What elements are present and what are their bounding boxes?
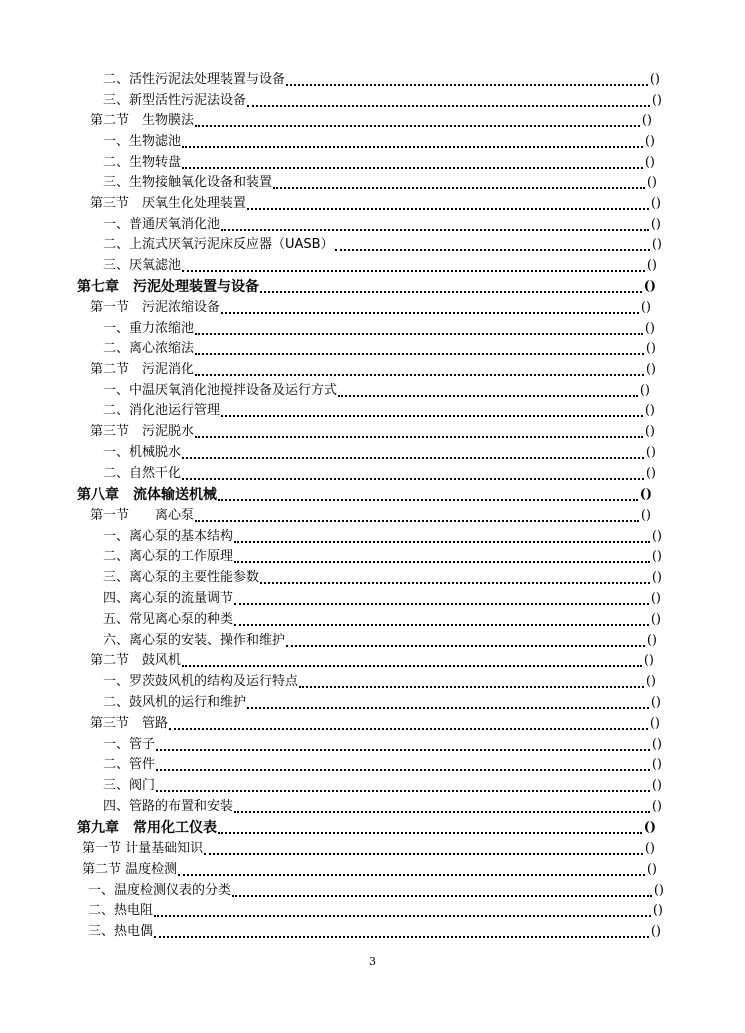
dot-leader xyxy=(195,360,644,376)
toc-entry-title: 一、中温厌氧消化池搅拌设备及运行方式 xyxy=(103,383,338,398)
dot-leader xyxy=(195,111,640,127)
toc-item-entry xyxy=(103,755,662,775)
toc-section-entry xyxy=(90,506,651,526)
dot-leader xyxy=(182,443,644,459)
toc-item-entry xyxy=(103,776,662,796)
toc-entry-title: 第一节 计量基础知识 xyxy=(82,841,204,856)
toc-item-entry xyxy=(103,256,657,276)
toc-item-entry xyxy=(103,693,661,713)
toc-item-entry xyxy=(103,631,657,651)
dot-leader xyxy=(234,797,650,813)
toc-page-ref: () xyxy=(651,237,662,252)
toc-item-entry xyxy=(103,672,656,692)
toc-entry-title: 一、普通厌氧消化池 xyxy=(103,217,221,232)
toc-entry-title: 第一节 离心泵 xyxy=(90,508,195,523)
toc-entry-title: 二、自然干化 xyxy=(103,466,182,481)
dot-leader xyxy=(204,839,643,855)
toc-entry-title: 二、活性污泥法处理装置与设备 xyxy=(103,72,286,87)
toc-item-entry xyxy=(103,70,660,90)
dot-leader xyxy=(234,547,650,563)
toc-item-entry xyxy=(103,610,661,630)
toc-page-ref: () xyxy=(643,820,656,835)
dot-leader xyxy=(195,339,644,355)
toc-entry-title: 第二节 鼓风机 xyxy=(90,653,182,668)
toc-entry-title: 三、生物接触氧化设备和装置 xyxy=(103,175,273,190)
page-number: 3 xyxy=(369,955,376,968)
toc-chapter-entry xyxy=(77,485,652,505)
toc-page-ref: () xyxy=(651,570,662,585)
dot-leader xyxy=(234,610,649,626)
toc-item-entry xyxy=(88,922,661,942)
dot-leader xyxy=(195,506,639,522)
toc-page-ref: () xyxy=(650,924,661,939)
toc-entry-title: 第七章 污泥处理装置与设备 xyxy=(77,279,259,295)
toc-page-ref: () xyxy=(643,653,654,668)
toc-page-ref: () xyxy=(651,549,662,564)
toc-page-ref: () xyxy=(639,487,652,502)
toc-page-ref: () xyxy=(644,155,655,170)
toc-section-entry xyxy=(90,360,656,380)
toc-entry-title: 三、厌氧滤池 xyxy=(103,258,182,273)
toc-page-ref: () xyxy=(640,300,651,315)
dot-leader xyxy=(221,298,639,314)
toc-page-ref: () xyxy=(650,217,661,232)
dot-leader xyxy=(218,818,642,834)
toc-page-ref: () xyxy=(651,757,662,772)
toc-item-entry xyxy=(103,319,655,339)
toc-page-ref: () xyxy=(650,695,661,710)
toc-entry-title: 二、鼓风机的运行和维护 xyxy=(103,695,247,710)
toc-entry-title: 第一节 污泥浓缩设备 xyxy=(90,300,221,315)
toc-item-entry xyxy=(103,464,656,484)
toc-item-entry xyxy=(103,153,655,173)
toc-section-entry xyxy=(82,860,657,880)
toc-page-ref: () xyxy=(641,113,652,128)
dot-leader xyxy=(156,776,650,792)
dot-leader xyxy=(338,381,638,397)
toc-page-ref: () xyxy=(645,674,656,689)
toc-entry-title: 第二节 温度检测 xyxy=(82,862,178,877)
dot-leader xyxy=(232,881,652,897)
toc-item-entry xyxy=(88,901,663,921)
toc-item-entry xyxy=(103,381,650,401)
toc-item-entry xyxy=(103,527,662,547)
toc-page-ref: () xyxy=(653,883,664,898)
dot-leader xyxy=(195,422,643,438)
toc-item-entry xyxy=(103,589,661,609)
dot-leader xyxy=(234,589,649,605)
toc-page-ref: () xyxy=(644,321,655,336)
dot-leader xyxy=(182,256,645,272)
toc-page-ref: () xyxy=(646,633,657,648)
dot-leader xyxy=(195,319,643,335)
toc-item-entry xyxy=(103,547,662,567)
toc-entry-title: 一、温度检测仪表的分类 xyxy=(88,883,232,898)
toc-section-entry xyxy=(90,194,661,214)
toc-item-entry xyxy=(103,735,662,755)
toc-entry-title: 第八章 流体输送机械 xyxy=(77,487,217,503)
toc-page-ref: () xyxy=(652,903,663,918)
toc-section-entry xyxy=(90,651,654,671)
dot-leader xyxy=(154,922,649,938)
dot-leader xyxy=(178,860,645,876)
dot-leader xyxy=(286,631,645,647)
toc-section-entry xyxy=(82,839,655,859)
toc-page-ref: () xyxy=(651,799,662,814)
toc-page-ref: () xyxy=(651,529,662,544)
toc-page-ref: () xyxy=(645,445,656,460)
toc-item-entry xyxy=(103,401,655,421)
toc-page-ref: () xyxy=(644,134,655,149)
toc-page-ref: () xyxy=(649,716,660,731)
toc-chapter-entry xyxy=(77,277,656,297)
toc-page-ref: () xyxy=(650,612,661,627)
toc-entry-title: 第二节 污泥消化 xyxy=(90,362,195,377)
dot-leader xyxy=(156,735,650,751)
toc-entry-title: 第三节 厌氧生化处理装置 xyxy=(90,196,247,211)
toc-page-ref: () xyxy=(646,862,657,877)
toc-item-entry xyxy=(103,215,661,235)
dot-leader xyxy=(273,173,645,189)
toc-item-entry xyxy=(103,797,662,817)
toc-item-entry xyxy=(88,881,664,901)
toc-page-ref: () xyxy=(649,72,660,87)
toc-entry-title: 一、生物滤池 xyxy=(103,134,182,149)
toc-page-ref: () xyxy=(651,737,662,752)
toc-item-entry xyxy=(103,568,662,588)
dot-leader xyxy=(154,901,651,917)
dot-leader xyxy=(182,153,643,169)
toc-page-ref: () xyxy=(644,403,655,418)
toc-page-ref: () xyxy=(644,841,655,856)
toc-item-entry xyxy=(103,132,655,152)
toc-item-entry xyxy=(103,339,656,359)
toc-page-ref: () xyxy=(651,93,662,108)
toc-section-entry xyxy=(90,422,655,442)
toc-page-ref: () xyxy=(650,196,661,211)
toc-entry-title: 一、机械脱水 xyxy=(103,445,182,460)
toc-entry-title: 第二节 生物膜法 xyxy=(90,113,195,128)
toc-entry-title: 二、消化池运行管理 xyxy=(103,403,221,418)
toc-entry-title: 四、离心泵的流量调节 xyxy=(103,591,234,606)
toc-page-ref: () xyxy=(651,778,662,793)
toc-page-ref: () xyxy=(645,341,656,356)
toc-entry-title: 第三节 管路 xyxy=(90,716,169,731)
dot-leader xyxy=(169,714,648,730)
toc-entry-title: 五、常见离心泵的种类 xyxy=(103,612,234,627)
toc-page-ref: () xyxy=(639,383,650,398)
toc-page-ref: () xyxy=(646,175,657,190)
toc-page-ref: () xyxy=(646,258,657,273)
toc-entry-title: 一、重力浓缩池 xyxy=(103,321,195,336)
dot-leader xyxy=(182,132,643,148)
toc-item-entry xyxy=(103,173,657,193)
toc-page-ref: () xyxy=(644,424,655,439)
toc-entry-title: 六、离心泵的安装、操作和维护 xyxy=(103,633,286,648)
toc-entry-title: 三、阀门 xyxy=(103,778,156,793)
toc-page-ref: () xyxy=(645,362,656,377)
toc-page-ref: () xyxy=(643,279,656,294)
toc-item-entry xyxy=(103,235,662,255)
toc-entry-title: 第三节 污泥脱水 xyxy=(90,424,195,439)
dot-leader xyxy=(234,527,650,543)
toc-entry-title: 三、热电偶 xyxy=(88,924,154,939)
toc-entry-title: 第九章 常用化工仪表 xyxy=(77,820,217,836)
dot-leader xyxy=(247,693,649,709)
dot-leader xyxy=(247,91,650,107)
toc-entry-title: 一、管子 xyxy=(103,737,156,752)
toc-entry-title: 四、管路的布置和安装 xyxy=(103,799,234,814)
dot-leader xyxy=(182,651,642,667)
toc-page-ref: () xyxy=(645,466,656,481)
toc-entry-title: 二、管件 xyxy=(103,757,156,772)
toc-entry-title: 二、离心浓缩法 xyxy=(103,341,195,356)
toc-entry-title: 一、罗茨鼓风机的结构及运行特点 xyxy=(103,674,299,689)
dot-leader xyxy=(286,70,648,86)
dot-leader xyxy=(299,672,644,688)
dot-leader xyxy=(260,277,642,293)
toc-item-entry xyxy=(103,443,656,463)
toc-entry-title: 二、上流式厌氧污泥床反应器（UASB） xyxy=(103,237,334,252)
toc-page-ref: () xyxy=(640,508,651,523)
dot-leader xyxy=(260,568,650,584)
toc-entry-title: 三、离心泵的主要性能参数 xyxy=(103,570,260,585)
dot-leader xyxy=(335,235,650,251)
toc-chapter-entry xyxy=(77,818,656,838)
dot-leader xyxy=(221,215,649,231)
toc-entry-title: 一、离心泵的基本结构 xyxy=(103,529,234,544)
dot-leader xyxy=(247,194,649,210)
dot-leader xyxy=(218,485,638,501)
toc-section-entry xyxy=(90,298,651,318)
toc-section-entry xyxy=(90,111,652,131)
dot-leader xyxy=(221,401,643,417)
toc-entry-title: 二、生物转盘 xyxy=(103,155,182,170)
toc-entry-title: 二、离心泵的工作原理 xyxy=(103,549,234,564)
toc-section-entry xyxy=(90,714,660,734)
dot-leader xyxy=(156,755,650,771)
dot-leader xyxy=(182,464,644,480)
toc-page-ref: () xyxy=(650,591,661,606)
toc-entry-title: 二、热电阻 xyxy=(88,903,154,918)
toc-entry-title: 三、新型活性污泥法设备 xyxy=(103,93,247,108)
toc-item-entry xyxy=(103,91,662,111)
